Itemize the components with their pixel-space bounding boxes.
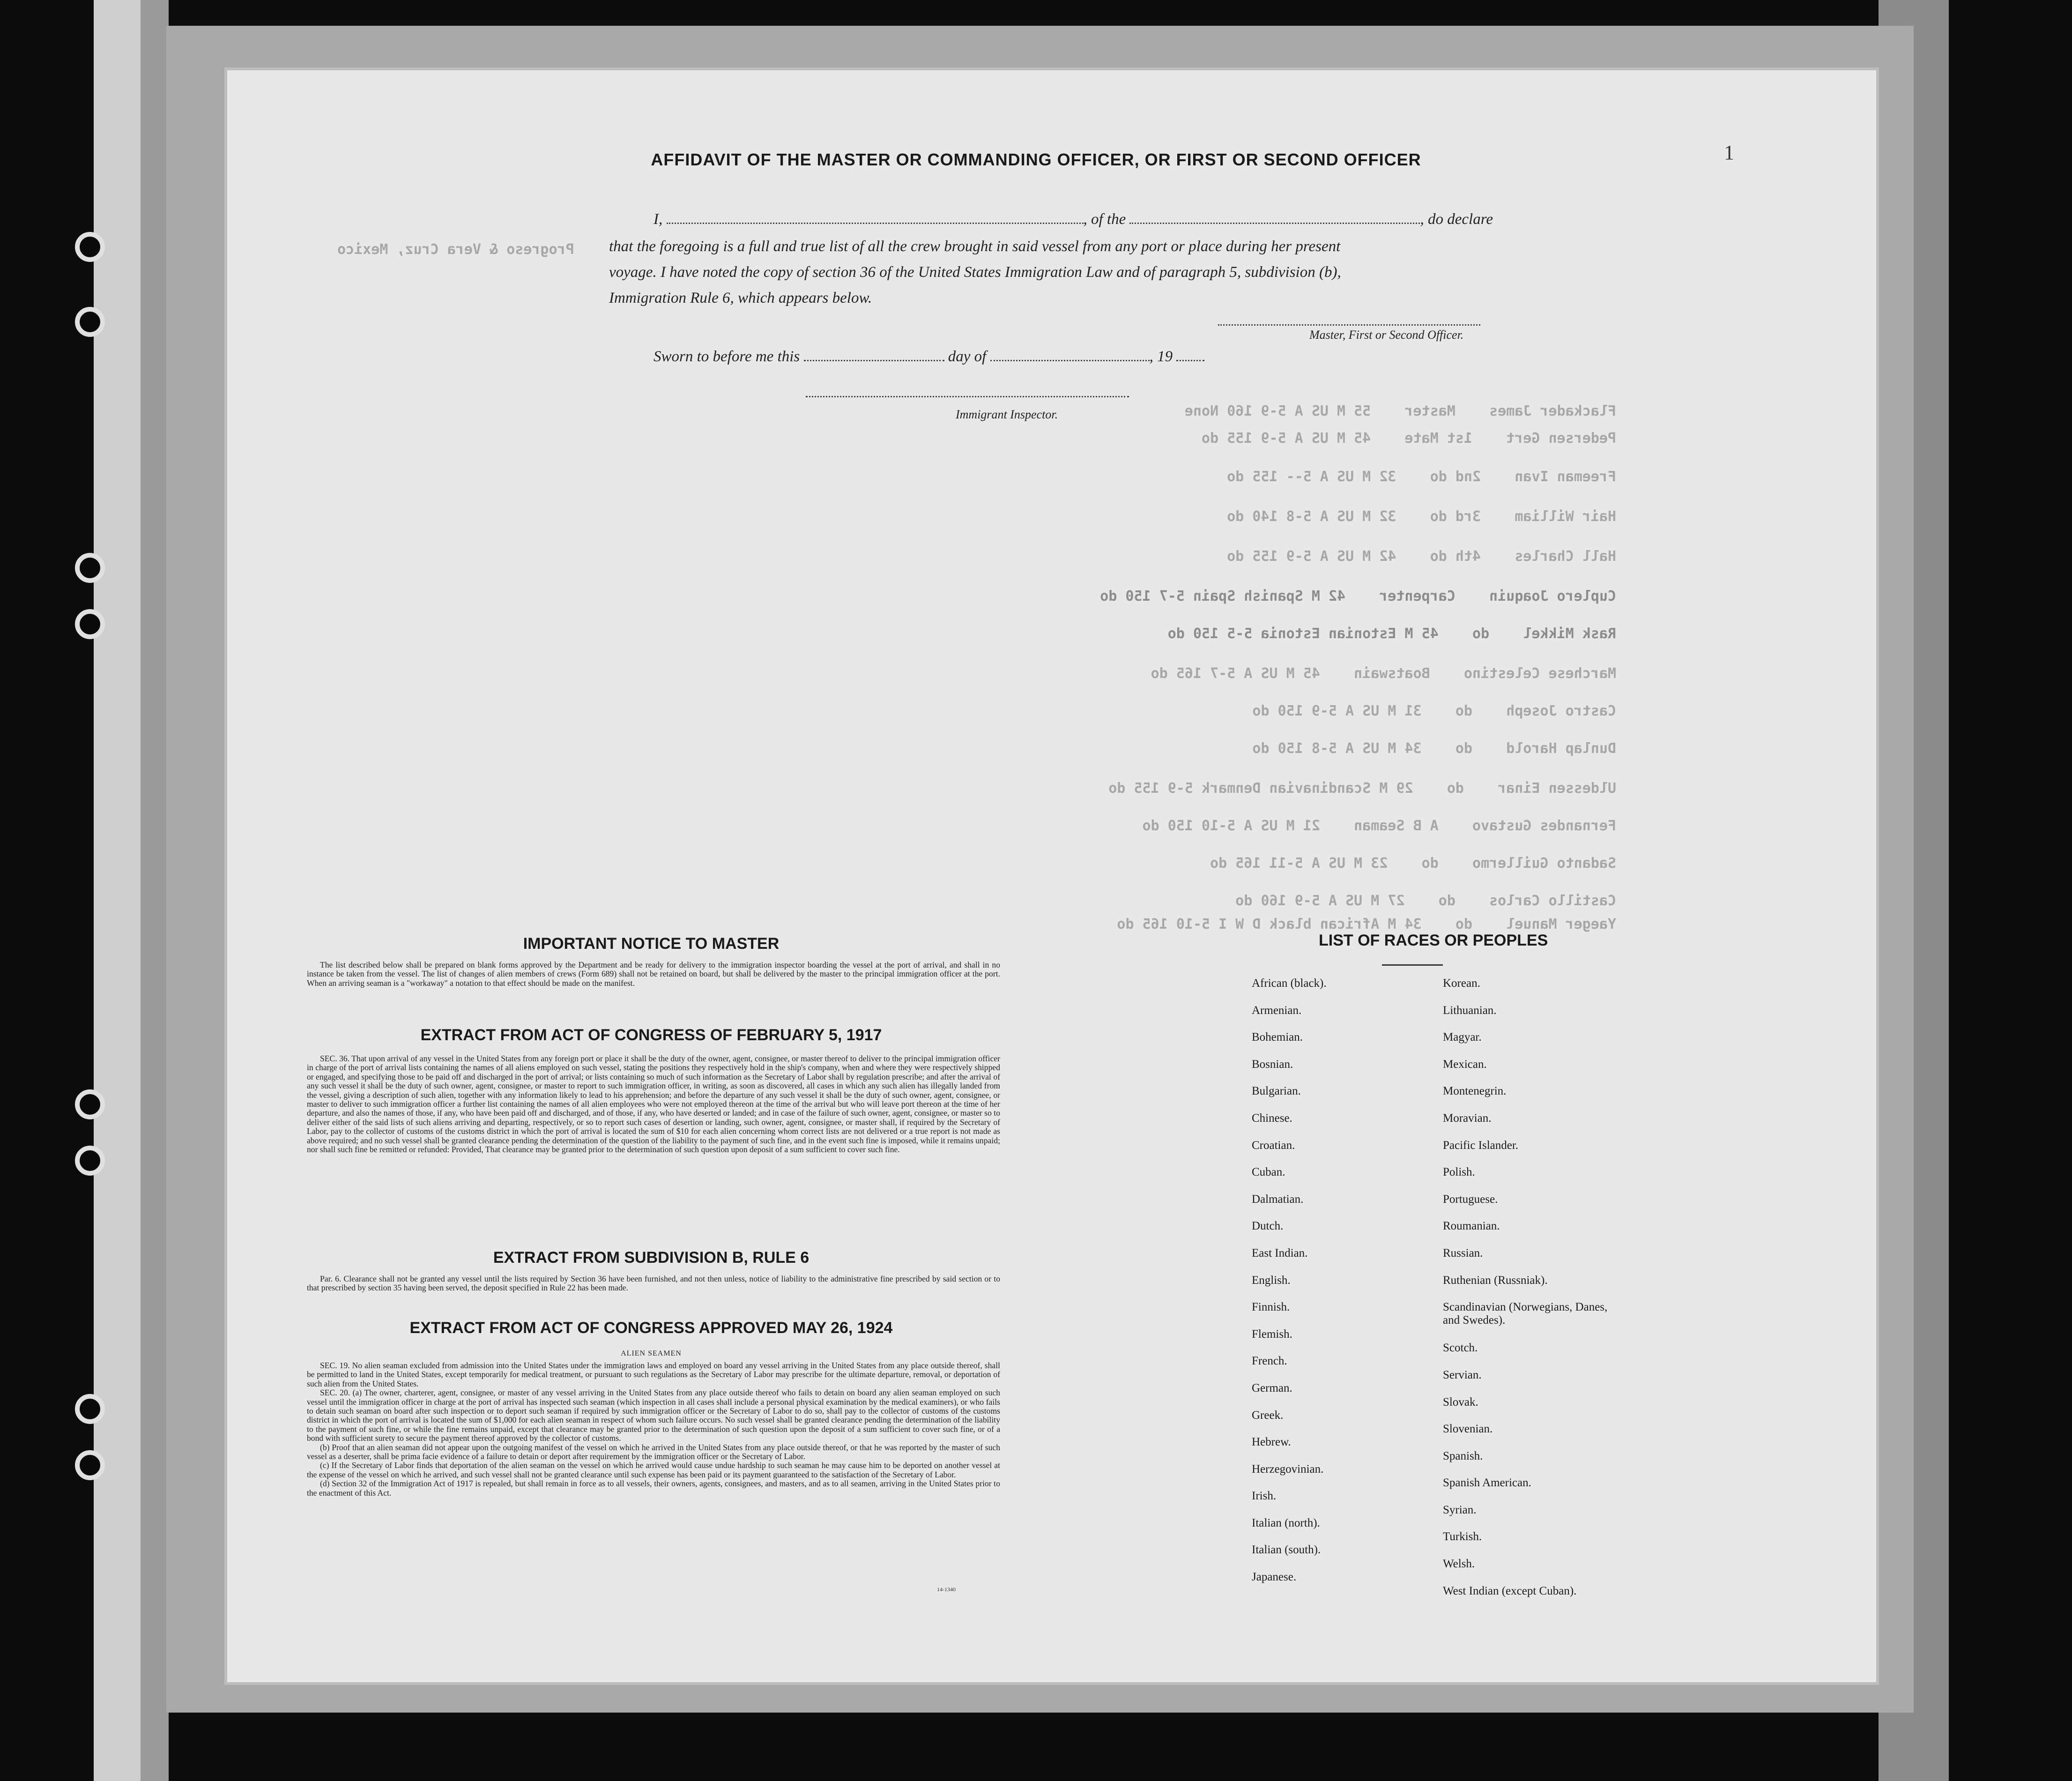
- race-entry: English.: [1252, 1274, 1291, 1287]
- act-1924-paragraph: (c) If the Secretary of Labor finds that deportation of the alien seaman on the vessel on which he arrived would cause undue hardship to such seaman he may cause him to be deported on another vessel at the expense of the vessel on which he arrived, and such vessel shall not be granted clearance until such expense has been paid or its payment guaranteed to the satisfaction of the Secretary of Labor.: [307, 1461, 1000, 1479]
- sworn-line: [654, 348, 1204, 365]
- races-column-left: [1252, 977, 1439, 1598]
- race-entry: Polish.: [1443, 1166, 1475, 1179]
- punch-hole-left: [75, 553, 105, 583]
- race-entry: Slovak.: [1443, 1395, 1478, 1408]
- race-entry: Italian (south).: [1252, 1543, 1321, 1557]
- affidavit-line-4: Immigration Rule 6, which appears below.: [609, 290, 872, 306]
- race-entry: Croatian.: [1252, 1139, 1295, 1152]
- race-entry: Bosnian.: [1252, 1058, 1293, 1071]
- binder-strip-shadow: [141, 0, 169, 1781]
- race-entry: Cuban.: [1252, 1166, 1285, 1179]
- race-entry: Bulgarian.: [1252, 1085, 1301, 1098]
- race-entry: Spanish American.: [1443, 1476, 1531, 1490]
- rule-6-heading: EXTRACT FROM SUBDIVISION B, RULE 6: [493, 1249, 809, 1267]
- bleed-through-vessel: Progreso & Vera Cruz, Mexico: [337, 241, 574, 258]
- sworn-month-blank[interactable]: [990, 351, 1150, 361]
- act-1924-paragraph: SEC. 20. (a) The owner, charterer, agent, consignee, or master of any vessel arriving in the United States from any place outside thereof who fails to detain on board any alien seaman employed on such vessel until the immigration officer in charge at the port of arrival has inspected such seaman (which inspection in all cases shall include a personal physical examination by the medical examiners), or who fails to detain such seaman on board after such inspection or to deport such seaman if required by such immigration officer or the Secretary of Labor to do so, shall pay to the collector of customs of the customs district in which the port of arrival is located the sum of $1,000 for each alien seaman in respect of whom such failure occurs. No such vessel shall be granted clearance pending the determination of the liability to the payment of such fine, or while the fine remains unpaid, except that clearance may be granted prior to the determination of such question upon the deposit of a sum sufficient to cover such fine, or of a bond with sufficient surety to secure the payment thereof approved by the collector of customs.: [307, 1388, 1000, 1443]
- race-entry: Flemish.: [1252, 1327, 1292, 1341]
- race-entry: Syrian.: [1443, 1503, 1477, 1516]
- bleed-through-row: Hall Charles 4th do 42 M US A 5-9 155 do: [1227, 548, 1616, 565]
- races-heading-rule: [1382, 964, 1443, 966]
- affidavit-line-2: that the foregoing is a full and true list of all the crew brought in said vessel from any port or place during her present: [609, 238, 1341, 255]
- alien-seamen-subheading: ALIEN SEAMEN: [621, 1349, 682, 1357]
- race-entry: Portuguese.: [1443, 1192, 1498, 1206]
- race-entry: Armenian.: [1252, 1004, 1302, 1017]
- important-notice-heading: IMPORTANT NOTICE TO MASTER: [523, 935, 780, 953]
- act-1917-body: SEC. 36. That upon arrival of any vessel in the United States from any foreign port or place it shall be the duty of the owner, agent, consignee, or master thereof to deliver to the principal immigration officer in charge of the port of arrival lists containing the names of all aliens employed on such vessel, stating the positions they respectively hold in the ship's company, when and where they were respectively shipped or engaged, and specifying those to be paid off and discharged in the port of arrival; or lists containing so much of such information as the Secretary of Labor shall by regulation prescribe; and after the arrival of any such vessel it shall be the duty of such owner, agent, consignee, or master to report to such immigration officer, in writing, as soon as discovered, all cases in which any such alien has illegally landed from the vessel, giving a description of such alien, together with any information likely to lead to his apprehension; and before the departure of any such vessel it shall be the duty of such owner, agent, consignee, or master to deliver to such immigration officer a further list containing the names of all alien employees who were not employed thereon at the time of the arrival but who will leave port thereon at the time of her departure, and also the names of those, if any, who have been paid off and discharged, and of those, if any, who have deserted or landed; and in case of the failure of such owner, agent, consignee, or master so to deliver either of the said lists of such aliens arriving and departing, respectively, or so to report such cases of desertion or landing, such owner, agent, consignee, or master shall, if required by the Secretary of Labor, pay to the collector of customs of the customs district in which the port of arrival is located the sum of $10 for each alien concerning whom correct lists are not delivered or a true report is not made as above required; and no such vessel shall be granted clearance pending the determination of the question of the liability to the payment of such fine, and in the event such fine is imposed, while it remains unpaid; nor shall such fine be remitted or refunded: Provided, That clearance may be granted prior to the determination of such question upon deposit of a sum sufficient to cover such fine.: [307, 1054, 1000, 1155]
- sworn-year: , 19: [1149, 348, 1173, 365]
- punch-hole-left: [75, 232, 105, 262]
- race-entry: Pacific Islander.: [1443, 1139, 1519, 1152]
- bleed-through-row: Castillo Carlos do 27 M US A 5-9 160 do: [1235, 893, 1616, 909]
- race-entry: French.: [1252, 1355, 1287, 1368]
- punch-hole-left: [75, 1089, 105, 1119]
- race-entry: Korean.: [1443, 977, 1480, 990]
- signature-caption: Master, First or Second Officer.: [1309, 328, 1464, 342]
- race-entry: Scotch.: [1443, 1341, 1478, 1355]
- punch-hole-left: [75, 609, 105, 639]
- race-entry: Montenegrin.: [1443, 1085, 1507, 1098]
- races-column-right: [1443, 977, 1743, 1611]
- sworn-year-blank[interactable]: [1176, 351, 1204, 361]
- act-1924-paragraph: (b) Proof that an alien seaman did not appear upon the outgoing manifest of the vessel on which he arrived in the United States from any place outside thereof, or that he was reported by the master of such vessel as a deserter, shall be prima facie evidence of a failure to detain or deport after requirement by the immigration officer or the Secretary of Labor.: [307, 1442, 1000, 1461]
- inspector-caption: Immigrant Inspector.: [956, 408, 1058, 421]
- race-entry: Mexican.: [1443, 1058, 1487, 1071]
- act-1917-heading: EXTRACT FROM ACT OF CONGRESS OF FEBRUARY 5, 1917: [420, 1026, 882, 1044]
- rule-6-body: Par. 6. Clearance shall not be granted any vessel until the lists required by Section 36 have been furnished, and not then unless, notice of liability to the administrative fine prescribed by said section or to that prescribed by section 35 having been served, the deposit specified in Rule 22 has been made.: [307, 1274, 1000, 1293]
- affidavit-of-the: , of the: [1083, 211, 1126, 228]
- race-entry: Spanish.: [1443, 1449, 1483, 1462]
- bleed-through-row: Castro Joseph do 31 M US A 5-9 150 do: [1252, 703, 1616, 719]
- race-entry: Roumanian.: [1443, 1220, 1500, 1233]
- punch-hole-left: [75, 307, 105, 337]
- race-entry: Magyar.: [1443, 1031, 1482, 1044]
- bleed-through-row: Sadanto Guillermo do 23 M US A 5-11 165 do: [1210, 855, 1616, 872]
- race-entry: Servian.: [1443, 1368, 1482, 1381]
- bleed-through-row: Freeman Ivan 2nd do 32 M US A 5-- 155 do: [1227, 469, 1616, 485]
- page-number: 1: [1724, 141, 1734, 164]
- bleed-through-row: Dunlap Harold do 34 M US A 5-8 150 do: [1252, 740, 1616, 757]
- bleed-through-row: Marchese Celestino Boatswain 45 M US A 5-7 165 do: [1151, 665, 1616, 682]
- race-entry: Russian.: [1443, 1246, 1483, 1259]
- race-entry: Finnish.: [1252, 1301, 1290, 1314]
- bleed-through-row: Hair William 3rd do 32 M US A 5-8 140 do: [1227, 508, 1616, 525]
- race-entry: Scandinavian (Norwegians, Danes, and Swedes).: [1443, 1301, 1608, 1327]
- race-entry: Slovenian.: [1443, 1423, 1493, 1436]
- affidavit-i: I,: [654, 211, 663, 228]
- bleed-through-row: Fernandes Gustavo A B Seaman 21 M US A 5-10 150 do: [1142, 818, 1616, 834]
- race-entry: Hebrew.: [1252, 1436, 1291, 1449]
- race-entry: Dalmatian.: [1252, 1192, 1304, 1206]
- sworn-label: Sworn to before me this: [654, 348, 800, 365]
- signature-line[interactable]: [1218, 324, 1480, 326]
- act-1924-heading: EXTRACT FROM ACT OF CONGRESS APPROVED MAY 26, 1924: [409, 1319, 893, 1337]
- act-1924-paragraph: SEC. 19. No alien seaman excluded from admission into the United States under the immigration laws and employed on board any vessel arriving in the United States from any place outside thereof, shall be permitted to land in the United States, except temporarily for medical treatment, or pursuant to such regulations as the Secretary of Labor may prescribe for the ultimate departure, removal, or deportation of such alien from the United States.: [307, 1361, 1000, 1388]
- race-entry: Welsh.: [1443, 1557, 1475, 1571]
- race-entry: Greek.: [1252, 1408, 1284, 1422]
- race-entry: Moravian.: [1443, 1111, 1492, 1125]
- sworn-day-of: day of: [948, 348, 987, 365]
- punch-hole-left: [75, 1394, 105, 1424]
- race-entry: African (black).: [1252, 977, 1327, 990]
- race-entry: Turkish.: [1443, 1530, 1482, 1543]
- punch-hole-left: [75, 1450, 105, 1480]
- race-entry: Japanese.: [1252, 1571, 1297, 1584]
- race-entry: Lithuanian.: [1443, 1004, 1497, 1017]
- race-entry: Herzegovinian.: [1252, 1462, 1324, 1475]
- affidavit-line-1: [654, 211, 1493, 228]
- important-notice-body: The list described below shall be prepared on blank forms approved by the Department and be ready for delivery to the immigration inspector boarding the vessel at the port of arrival, and shall in no instance be taken from the vessel. The list of changes of alien members of crews (Form 689) shall not be retained on board, but shall be delivered by the master to the principal immigration officer at the port. When an arriving seaman is a "workaway" a notation to that effect should be made on the manifest.: [307, 960, 1000, 988]
- inspector-signature-line[interactable]: [806, 396, 1129, 397]
- race-entry: Italian (north).: [1252, 1516, 1320, 1529]
- race-entry: Ruthenian (Russniak).: [1443, 1274, 1548, 1287]
- bleed-through-row: Cuplero Joaquin Carpenter 42 M Spanish Spain 5-7 150 do: [1100, 588, 1616, 604]
- vessel-blank[interactable]: [1129, 214, 1420, 224]
- race-entry: West Indian (except Cuban).: [1443, 1584, 1577, 1597]
- bleed-through-row: Flackader James Master 55 M US A 5-9 160 None: [1184, 403, 1616, 419]
- affidavit-title: AFFIDAVIT OF THE MASTER OR COMMANDING OFFICER, OR FIRST OR SECOND OFFICER: [651, 150, 1421, 169]
- race-entry: Chinese.: [1252, 1111, 1292, 1125]
- race-entry: East Indian.: [1252, 1246, 1308, 1259]
- affidavit-line-3: voyage. I have noted the copy of section 36 of the United States Immigration Law and of paragraph 5, subdivision (b),: [609, 264, 1341, 281]
- act-1924-paragraph: (d) Section 32 of the Immigration Act of 1917 is repealed, but shall remain in force as to all vessels, their owners, agents, consignees, and masters, and as to all seamen, arriving in the United States prior to the enactment of this Act.: [307, 1479, 1000, 1498]
- bleed-through-row: Yaeger Manuel do 34 M African black D W I 5-10 165 do: [1117, 916, 1616, 932]
- affidavit-declare: , do declare: [1420, 211, 1493, 228]
- act-1924-body: [307, 1361, 1000, 1498]
- bleed-through-row: Rask Mikkel do 45 M Estonian Estonia 5-5 150 do: [1167, 626, 1616, 642]
- race-entry: Dutch.: [1252, 1220, 1284, 1233]
- race-entry: Bohemian.: [1252, 1031, 1303, 1044]
- race-entry: German.: [1252, 1381, 1292, 1394]
- sworn-day-blank[interactable]: [804, 351, 944, 361]
- bleed-through-row: Uldessen Einar do 29 M Scandinavian Denmark 5-9 155 do: [1108, 780, 1616, 797]
- races-heading: LIST OF RACES OR PEOPLES: [1319, 931, 1548, 949]
- bleed-through-row: Pedersen Gert 1st Mate 45 M US A 5-9 155 do: [1201, 430, 1616, 447]
- form-number: 14-1340: [937, 1586, 956, 1593]
- punch-hole-left: [75, 1146, 105, 1176]
- race-entry: Irish.: [1252, 1490, 1277, 1503]
- name-blank[interactable]: [667, 214, 1084, 224]
